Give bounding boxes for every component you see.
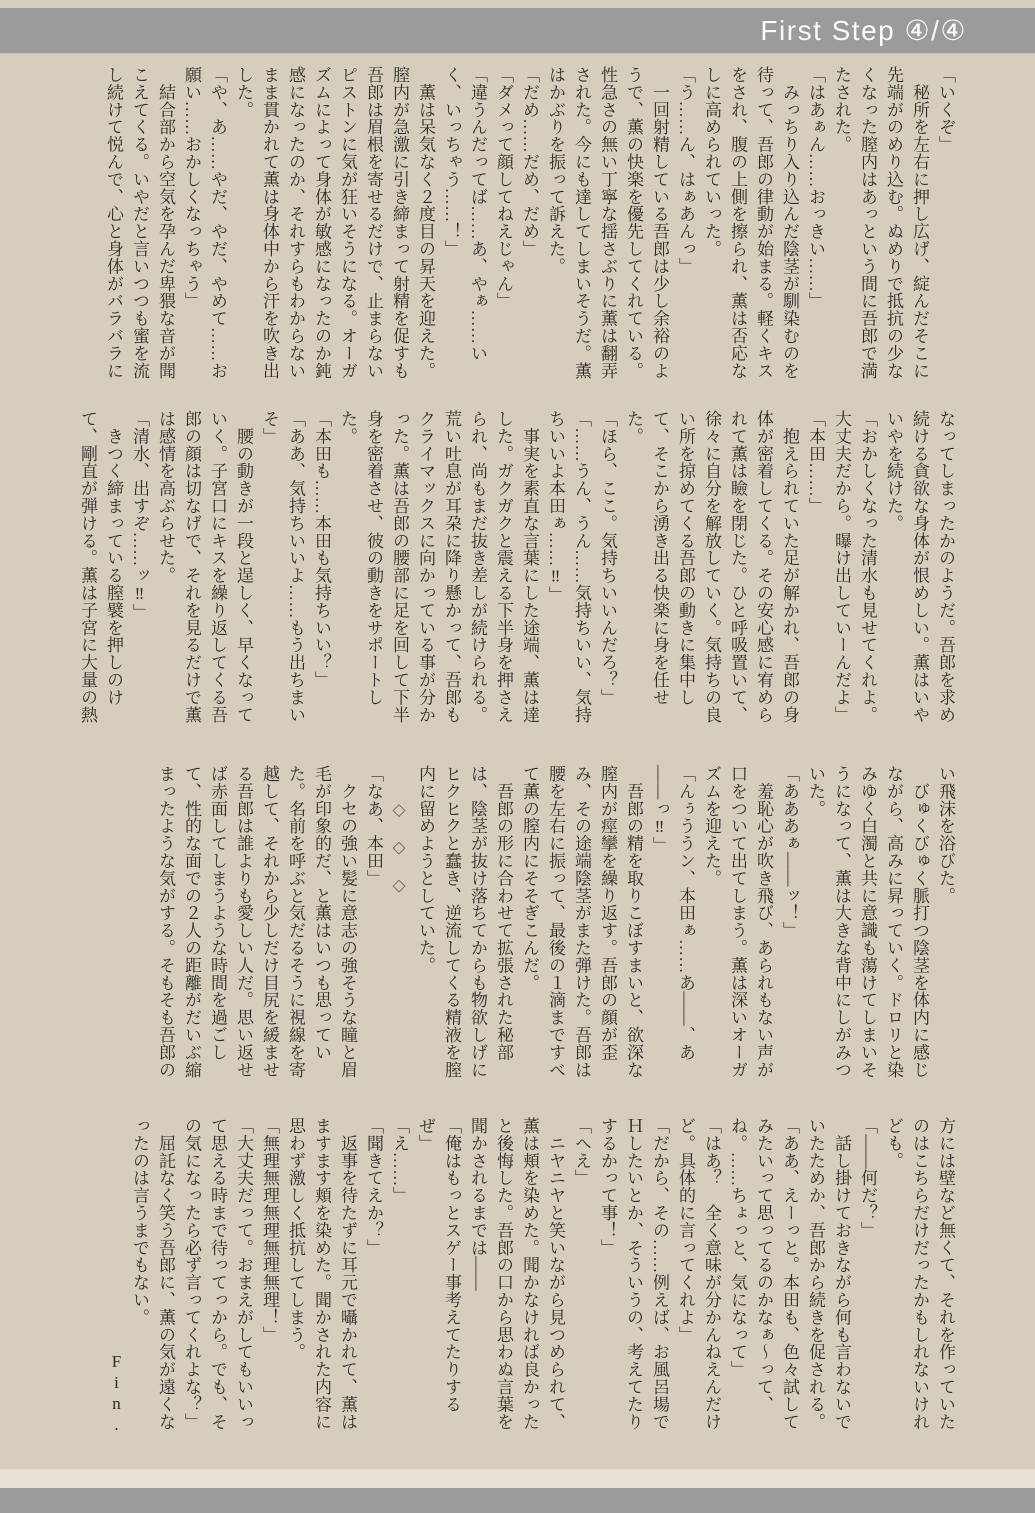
text-column: するかって事！」 [598,1117,617,1257]
text-column: 感になったのか、それすらもわからない [286,66,305,380]
text-column: た。名前を呼ぶと気だるそうに視線を寄 [286,765,305,1079]
text-column: 内に留めようとしていた。 [416,765,435,974]
text-column: て、剛直が弾ける。薫は子宮に大量の熱 [78,410,97,724]
text-column: ニヤニヤと笑いながら見つめられて、 [546,1117,565,1431]
text-column: 「や、あ……やだ、やだ、やめて……お [208,66,227,380]
text-column: 荒い吐息が耳朶に降り懸かって、吾郎も [442,410,461,724]
text-band-3 [152,765,958,1099]
text-column: は感情を高ぶらせた。 [156,410,175,584]
text-column: て思える時まで待ってっから。でも、そ [208,1117,227,1431]
text-column: そ」 [260,410,279,445]
text-column: 吾郎の形に合わせて拡張された秘部 [494,765,513,1061]
text-column: の気になったら必ず言ってくれよな？」 [182,1117,201,1431]
text-column: 「なあ、本田」 [364,765,383,887]
page-header-title: First Step ④/④ [760,15,967,46]
text-column: 口をついて出てしまう。薫は深いオーガ [728,765,747,1079]
text-column: 越して、それから少しだけ目尻を緩ませ [260,765,279,1079]
text-band-2 [74,410,958,744]
text-column: く、いっちゃう……！」 [442,66,461,258]
text-column: い所を掠めてくる吾郎の動きに集中し [676,410,695,706]
text-column: した。 [234,66,253,119]
text-column: いやを続けた。 [884,410,903,532]
text-column: 薫は呆気なく２度目の昇天を迎えた。 [416,66,435,380]
text-column: 屈託なく笑う吾郎に、薫の気が遠くな [156,1117,175,1431]
text-column: のはこちらだけだったかもしれないけれ [910,1117,929,1431]
text-column: 「え……」 [390,1117,409,1204]
text-column: びゅくびゅく脈打つ陰茎を体内に感じ [910,765,929,1079]
text-column: 郎の顔は切なげで、それを見るだけで薫 [182,410,201,724]
text-column: された。今にも達してしまいそうだ。薫 [572,66,591,380]
text-column: 一回射精している吾郎は少し余裕のよ [650,66,669,380]
text-column: 「だから、その……例えば、お風呂場で [650,1117,669,1431]
text-column: ズムを迎えた。 [702,765,721,887]
header-bar [0,8,1035,53]
text-column: をされ、腹の上側を擦られ、薫は否応な [728,66,747,380]
text-column: れて薫は瞼を閉じた。ひと呼吸置いて、 [728,410,747,724]
text-column: 腰の動きが一段と逞しく、早くなって [234,410,253,724]
text-column: 「う……ん、はぁあんっ」 [676,66,695,275]
text-column: ながら、高みに昇っていく。ドロリと染 [884,765,903,1079]
text-column: 「おかしくなった清水も見せてくれよ。 [858,410,877,724]
text-column: 腰を左右に振って、最後の１滴まですべ [546,765,565,1079]
text-column: みたいって思ってるのかなぁ〜って、 [754,1117,773,1413]
text-column: 「あああぁ――ッ！」 [780,765,799,939]
text-column: うで、薫の快楽を優先してくれている。 [624,66,643,380]
text-column: 性急さの無い丁寧な揺さぶりに薫は翻弄 [598,66,617,380]
footer-bar [0,1488,1035,1513]
text-band-4 [126,1117,958,1451]
text-column: み、その途端陰茎がまた弾けた。吾郎は [572,765,591,1079]
text-column: 「本田……」 [806,410,825,515]
text-column: 結合部から空気を孕んだ卑猥な音が聞 [156,66,175,380]
text-column: 薫は頬を染めた。聞かなければ良かった [520,1117,539,1431]
text-column: 膣内が急激に引き締まって射精を促すも [390,66,409,380]
text-column: 「俺はもっとスゲー事考えてたりする [442,1117,461,1413]
text-column: 「ダメって顔してねえじゃん」 [494,66,513,310]
text-column: ば赤面してしまうような時間を過ごし [208,765,227,1061]
text-column: なってしまったかのようだ。吾郎を求め [936,410,955,724]
text-column: られ、尚もまだ抜き差しが続けられる。 [468,410,487,724]
text-column: 「――何だ？」 [858,1117,877,1239]
text-column: ども。 [884,1117,903,1170]
text-column: 「ほら、ここ。気持ちいいんだろ？」 [598,410,617,706]
text-column: いた。 [806,765,825,818]
text-column: Ｈしたいとか、そういうの、考えてたり [624,1117,643,1431]
text-column: て、性的な面での２人の距離がだいぶ縮 [182,765,201,1079]
text-column: ズムによって身体が敏感になったのか鈍 [312,66,331,380]
text-column: 先端がのめり込む。ぬめりで抵抗の少な [884,66,903,380]
text-column: みゆく白濁と共に意識も蕩けてしまいそ [858,765,877,1079]
text-column: 「……うん、うん……気持ちいい、気持 [572,410,591,724]
text-column: ね。……ちょっと、気になって」 [728,1117,747,1378]
fin-label: Fin. [107,1352,126,1436]
text-column: 秘所を左右に押し広げ、綻んだそこに [910,66,929,380]
text-column: と後悔した。吾郎の口から思わぬ言葉を [494,1117,513,1431]
text-column: 「無理無理無理無理無理！」 [260,1117,279,1344]
text-column: きつく締まっている膣襞を押しのけ [104,410,123,706]
text-column: 「大丈夫だって。おまえがしてもいいっ [234,1117,253,1431]
text-column: る吾郎は誰よりも愛しい人だ。思い返せ [234,765,253,1079]
text-column: て薫の膣内にそそぎこんだ。 [520,765,539,992]
text-column: 「いくぞ」 [936,66,955,153]
text-column: 毛が印象的だ、と薫はいつも思ってい [312,765,331,1061]
text-column: ヒクヒクと蠢き、逆流してくる精液を膣 [442,765,461,1079]
text-column: ――っ‼」 [650,765,669,854]
text-column: クセの強い髪に意志の強そうな瞳と眉 [338,765,357,1079]
text-column: 待って、吾郎の律動が始まる。軽くキス [754,66,773,380]
text-column: た。 [624,410,643,445]
text-column: た。 [338,410,357,445]
bottom-light-strip [0,1469,1035,1488]
text-column: 返事を待たずに耳元で囁かれて、薫は [338,1117,357,1431]
text-column: 膣内が痙攣を繰り返す。吾郎の顔が歪 [598,765,617,1061]
text-column: たされた。 [832,66,851,153]
text-column: 体が密着してくる。その安心感に宥めら [754,410,773,724]
text-column: て、そこから湧き出る快楽に身を任せ [650,410,669,706]
text-column: うになって、薫は大きな背中にしがみつ [832,765,851,1079]
text-column: し続けて悦んで、心と身体がバラバラに [104,66,123,380]
text-column: 「んぅううン、本田ぁ……あ――、あ [676,765,695,1061]
text-column: 「本田も……本田も気持ちいい？」 [312,410,331,689]
text-column: ますます頬を染めた。聞かされた内容に [312,1117,331,1431]
text-column: 「清水、出すぞ……ッ‼」 [130,410,149,621]
text-column: ったのは言うまでもない。 [130,1117,149,1326]
text-band-1 [100,66,958,400]
text-column: い飛沫を浴びた。 [936,765,955,905]
text-column: ぜ」 [416,1117,435,1152]
text-column: しに高められていった。 [702,66,721,258]
text-column: 思わず激しく抵抗してしまう。 [286,1117,305,1361]
text-column: まま貫かれて薫は身体中から汗を吹き出 [260,66,279,380]
text-column: 徐々に自分を解放していく。気持ちの良 [702,410,721,724]
text-column: いく。子宮口にキスを繰り返してくる吾 [208,410,227,724]
text-column: 事実を素直な言葉にした途端、薫は達 [520,410,539,724]
text-column: した。ガクガクと震える下半身を押さえ [494,410,513,724]
text-column: 続ける貪欲な身体が恨めしい。薫はいや [910,410,929,724]
text-column: 「違うんだってば……あ、やぁ……い [468,66,487,362]
text-column: ◇ ◇ ◇ [390,765,409,896]
text-column: は、陰茎が抜け落ちてからも物欲しげに [468,765,487,1079]
text-column: ちいいよ本田ぁ……‼」 [546,410,565,604]
text-column: ど。具体的に言ってくれよ」 [676,1117,695,1344]
text-column: 聞かされるまでは―― [468,1117,487,1291]
text-column: 「だめ……だめ、だめ」 [520,66,539,258]
text-column: ピストンに気が狂いそうになる。オーガ [338,66,357,380]
text-column: はかぶりを振って訴えた。 [546,66,565,275]
text-column: 身を密着させ、彼の動きをサポートし [364,410,383,706]
text-column: 「ああ、気持ちいいよ……もう出ちまい [286,410,305,724]
text-column: くなった膣内はあっという間に吾郎で満 [858,66,877,380]
text-column: まったような気がする。そもそも吾郎の [156,765,175,1079]
text-column: 話し掛けておきながら何も言わないで [832,1117,851,1431]
text-column: 願い……おかしくなっちゃう」 [182,66,201,310]
text-column: 抱えられていた足が解かれ、吾郎の身 [780,410,799,724]
text-column: 吾郎は眉根を寄せるだけで、止まらない [364,66,383,380]
text-column: 大丈夫だから。曝け出していーんだよ」 [832,410,851,724]
text-column: った。薫は吾郎の腰部に足を回して下半 [390,410,409,724]
text-column: 「ああ、えーっと。本田も、色々試して [780,1117,799,1431]
text-column: 羞恥心が吹き飛び、あられもない声が [754,765,773,1079]
text-column: クライマックスに向かっている事が分か [416,410,435,724]
text-column: 「はあ？ 全く意味が分かんねえんだけ [702,1117,721,1431]
text-column: 「へえ」 [572,1117,591,1187]
text-column: みっちり入り込んだ陰茎が馴染むのを [780,66,799,380]
text-column: 「聞きてえか？」 [364,1117,383,1257]
text-column: 吾郎の精を取りこぼすまいと、欲深な [624,765,643,1079]
text-column: 「はあぁん……おっきい……」 [806,66,825,310]
text-column: 方には壁など無くて、それを作っていた [936,1117,955,1431]
text-column: こえてくる。いやだと言いつつも蜜を流 [130,66,149,380]
text-column: いたためか、吾郎から続きを促される。 [806,1117,825,1431]
